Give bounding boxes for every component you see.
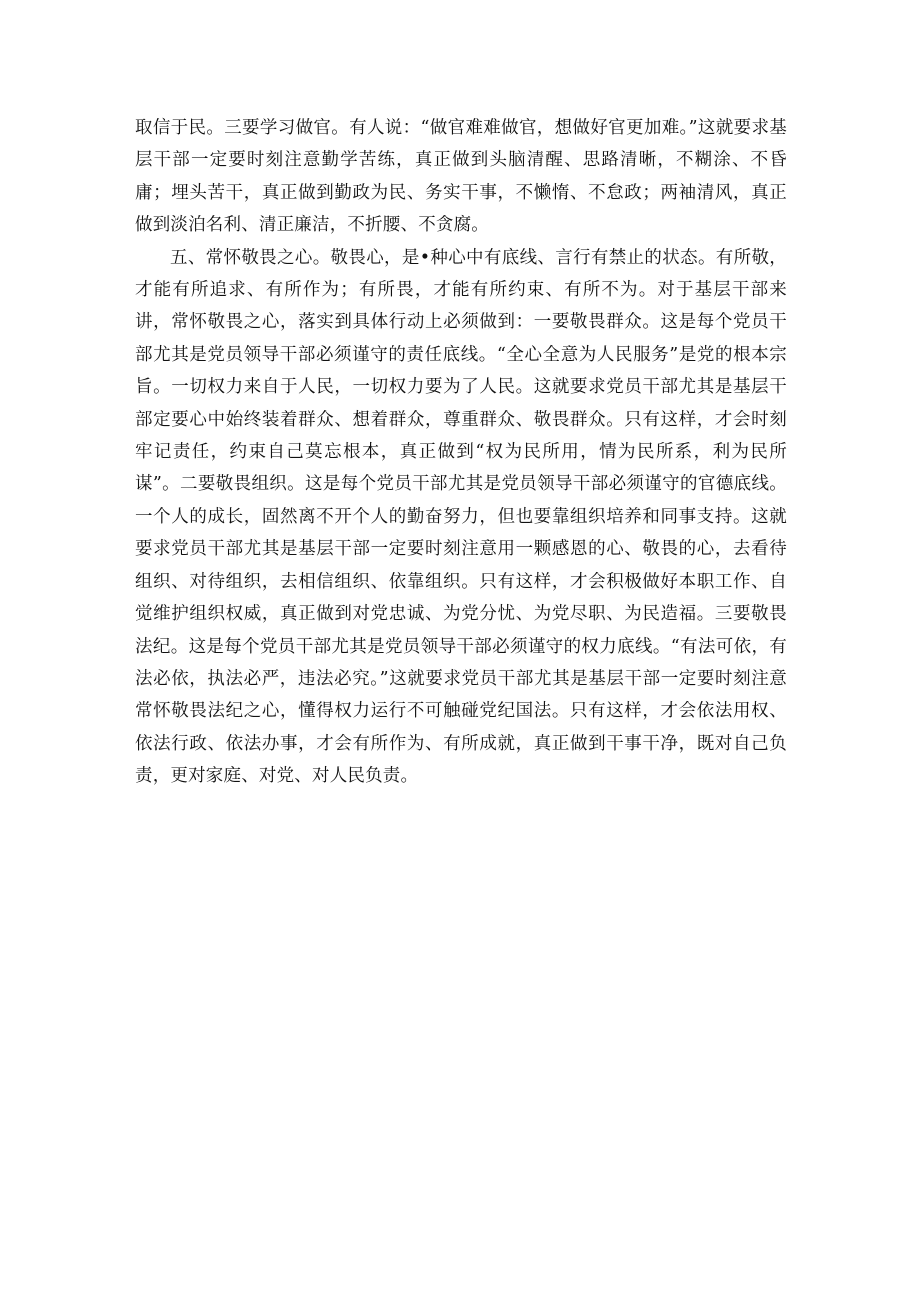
- paragraph-section-five: 五、常怀敬畏之心。敬畏心，是•种心中有底线、言行有禁止的状态。有所敬，才能有所追求、有所作为；有所畏，才能有所约束、有所不为。对于基层干部来讲，常怀敬畏之心，落实到具体行动上必须做到：一要敬畏群众。这是每个党员干部尤其是党员领导干部必须谨守的责任底线。“全心全意为人民服务”是党的根本宗旨。一切权力来自于人民，一切权力要为了人民。这就要求党员干部尤其是基层干部定要心中始终装着群众、想着群众，尊重群众、敬畏群众。只有这样，才会时刻牢记责任，约束自己莫忘根本，真正做到“权为民所用，情为民所系，利为民所谋”。二要敬畏组织。这是每个党员干部尤其是党员领导干部必须谨守的官德底线。一个人的成长，固然离不开个人的勤奋努力，但也要靠组织培养和同事支持。这就要求党员干部尤其是基层干部一定要时刻注意用一颗感恩的心、敬畏的心，去看待组织、对待组织，去相信组织、依靠组织。只有这样，才会积极做好本职工作、自觉维护组织权威，真正做到对党忠诚、为党分忧、为党尽职、为民造福。三要敬畏法纪。这是每个党员干部尤其是党员领导干部必须谨守的权力底线。“有法可依，有法必依，执法必严，违法必究。”这就要求党员干部尤其是基层干部一定要时刻注意常怀敬畏法纪之心，懂得权力运行不可触碰党纪国法。只有这样，才会依法用权、依法行政、依法办事，才会有所作为、有所成就，真正做到干事干净，既对自己负责，更对家庭、对党、对人民负责。: [135, 247, 787, 787]
- document-page: [135, 112, 787, 793]
- paragraph-continuation: 取信于民。三要学习做官。有人说：“做官难难做官，想做好官更加难。”这就要求基层干部一定要时刻注意勤学苦练，真正做到头脑清醒、思路清晰，不糊涂、不昏庸；埋头苦干，真正做到勤政为民、务实干事，不懒惰、不怠政；两袖清风，真正做到淡泊名利、清正廉洁，不折腰、不贪腐。: [135, 118, 787, 236]
